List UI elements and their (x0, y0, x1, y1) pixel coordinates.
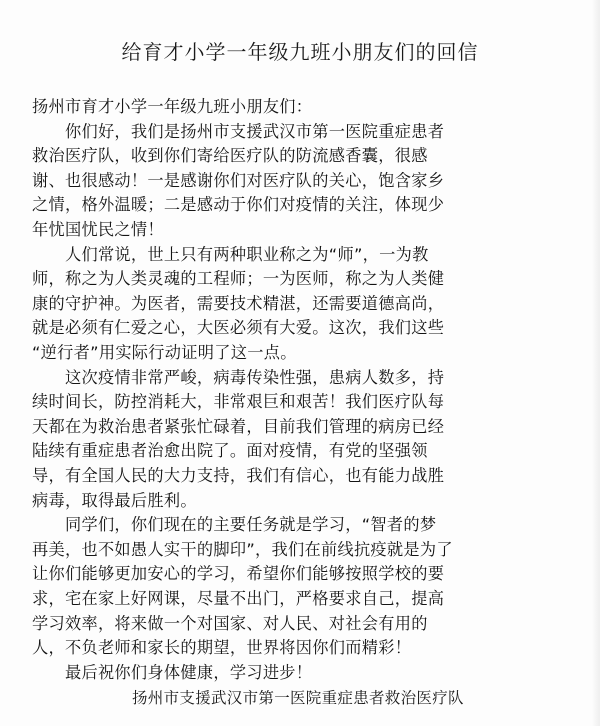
letter-line: 陆续有重症患者治愈出院了。面对疫情，有党的坚强领 (32, 441, 428, 461)
letter-line: 求，宅在家上好网课，尽量不出门，严格要求自己，提高 (32, 589, 445, 608)
letter-line: 人们常说，世上只有两种职业称之为“师”，一为教 (32, 244, 429, 264)
page-edge-shadow (592, 0, 600, 726)
letter-line: “逆行者”用实际行动证明了这一点。 (32, 343, 297, 362)
letter-line: 最后祝你们身体健康，学习进步！ (32, 662, 313, 682)
letter-line: 康的守护神。为医者，需要技术精湛，还需要道德高尚， (32, 293, 445, 313)
letter-line: 再美，也不如愚人实干的脚印”，我们在前线抗疫就是为了 (32, 539, 453, 559)
letter-line: 这次疫情非常严峻，病毒传染性强，患病人数多，持 (32, 367, 445, 387)
letter-signature: 扬州市支援武汉市第一医院重症患者救治医疗队 (132, 689, 464, 707)
letter-line: 导，有全国人民的大力支持，我们有信心，也有能力战胜 (32, 466, 445, 485)
letter-line: 天都在为救治患者紧张忙碌着，目前我们管理的病房已经 (32, 416, 445, 436)
letter-line: 同学们，你们现在的主要任务就是学习，“智者的梦 (32, 515, 437, 535)
letter-line: 扬州市育才小学一年级九班小朋友们： (32, 97, 313, 116)
letter-line: 谢、也很感动！一是感谢你们对医疗队的关心，饱含家乡 (32, 170, 445, 190)
letter-line: 续时间长，防控消耗大，非常艰巨和艰苦！我们医疗队每 (32, 392, 445, 412)
letter-title: 给育才小学一年级九班小朋友们的回信 (121, 40, 479, 64)
letter-line: 学习效率，将来做一个对国家、对人民、对社会有用的 (32, 613, 428, 633)
letter-line: 年忧国忧民之情！ (32, 220, 164, 239)
letter-line: 就是必须有仁爱之心，大医必须有大爱。这次，我们这些 (32, 318, 445, 338)
letter-line: 你们好，我们是扬州市支援武汉市第一医院重症患者 (32, 121, 445, 141)
letter-line: 师，称之为人类灵魂的工程师；一为医师，称之为人类健 (32, 269, 445, 289)
letter-line: 之情，格外温暖；二是感动于你们对疫情的关注，体现少 (32, 195, 445, 215)
letter-line: 人，不负老师和家长的期望，世界将因你们而精彩！ (32, 638, 412, 658)
letter-line: 救治医疗队，收到你们寄给医疗队的防流感香囊，很感 (32, 146, 428, 166)
letter-line: 病毒，取得最后胜利。 (32, 490, 197, 510)
letter-line: 让你们能够更加安心的学习，希望你们能够按照学校的要 (32, 564, 445, 584)
